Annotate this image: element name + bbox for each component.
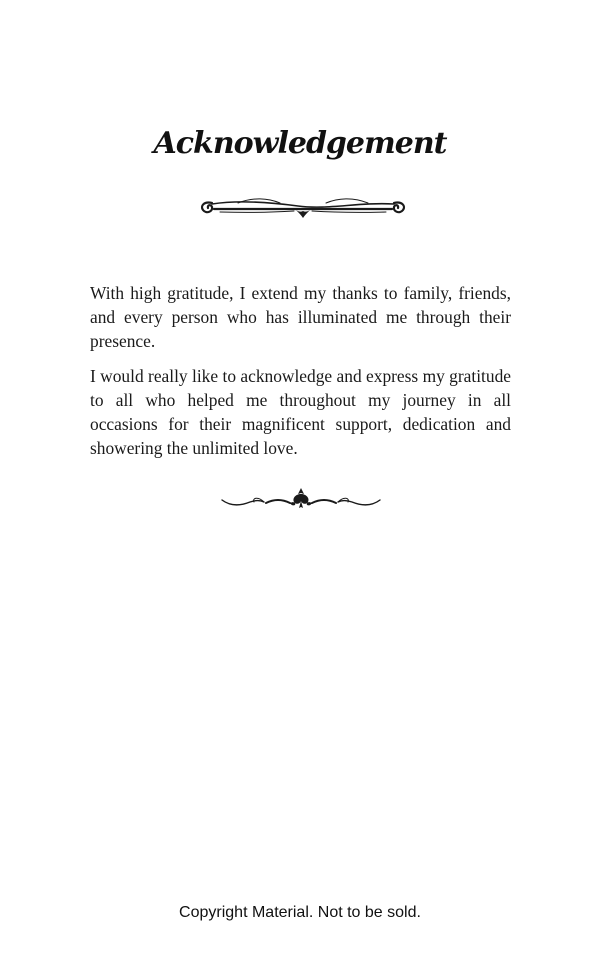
fleuron-divider-icon — [220, 486, 382, 512]
paragraph: With high gratitude, I extend my thanks to family, friends, and every person who has illuminated me through their presence. — [90, 283, 511, 351]
paragraph: I would really like to acknowledge and express my gratitude to all who helped me throughout my journey in all occasions for their magnificent support, dedication and showering the unlimited love. — [90, 366, 511, 458]
page-title: Acknowledgement — [153, 126, 447, 161]
scroll-divider-icon — [198, 193, 408, 219]
copyright-footer: Copyright Material. Not to be sold. — [179, 904, 421, 921]
body-text — [90, 281, 511, 471]
